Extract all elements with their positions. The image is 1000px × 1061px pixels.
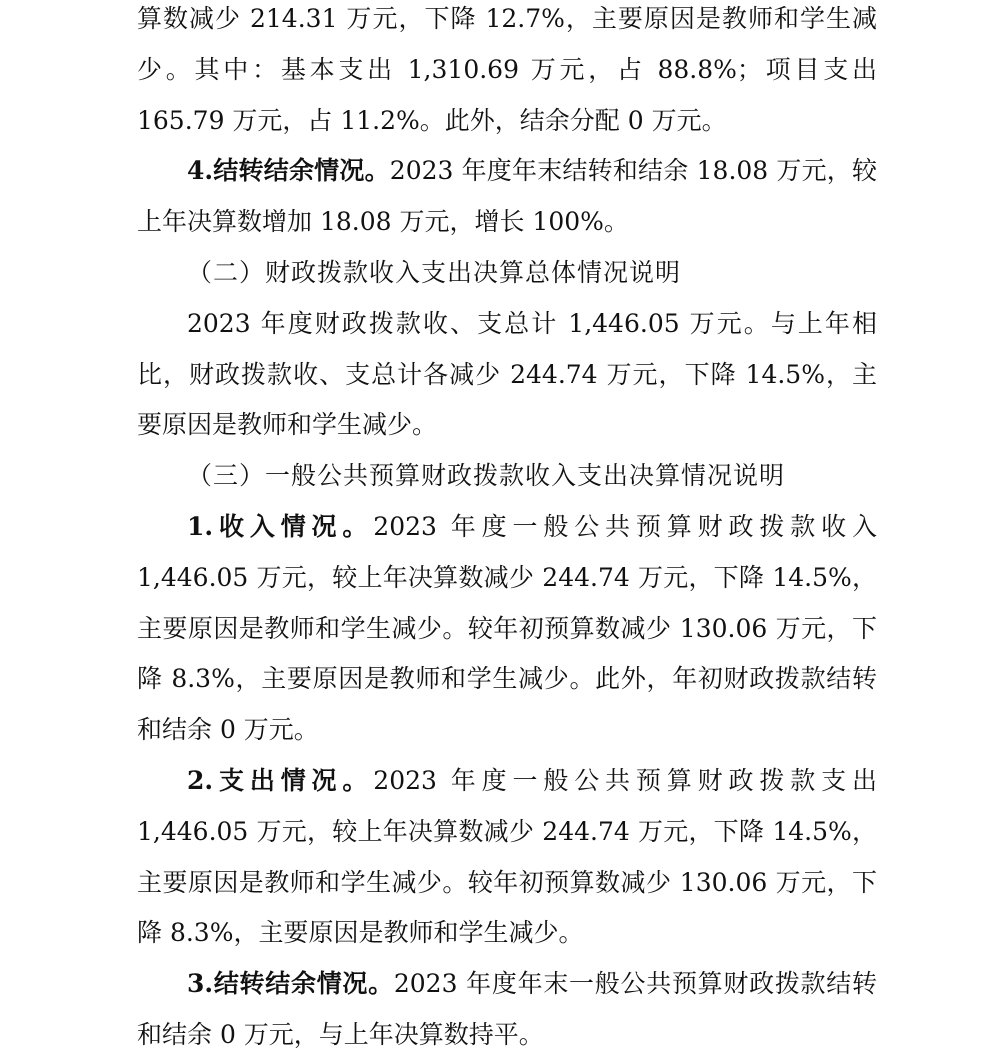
paragraph-text: 2023 年度年末结转和结余 18.08 万元，较上年决算数增加 18.08 万元，增长 100%。 bbox=[137, 156, 877, 237]
paragraph-lead: 4.结转结余情况。 bbox=[187, 156, 390, 186]
paragraph-income bbox=[137, 502, 877, 756]
paragraph-text: 2023 年度财政拨款收、支总计 1,446.05 万元。与上年相比，财政拨款收、支总计各减少 244.74 万元，下降 14.5%，主要原因是教师和学生减少。 bbox=[137, 308, 877, 440]
heading-text: （三）一般公共预算财政拨款收入支出决算情况说明 bbox=[187, 461, 786, 491]
paragraph-text: 2023 年度一般公共预算财政拨款支出 1,446.05 万元，较上年决算数减少 244.74 万元，下降 14.5%，主要原因是教师和学生减少。较年初预算数减少 130.06 万元，下降 8.3%，主要原因是教师和学生减少。 bbox=[137, 765, 877, 948]
paragraph-text: 2023 年度年末一般公共预算财政拨款结转和结余 0 万元，与上年决算数持平。 bbox=[137, 969, 877, 1049]
paragraph-fiscal-overview bbox=[137, 299, 877, 451]
paragraph-text: 算数减少 214.31 万元，下降 12.7%，主要原因是教师和学生减少。其中：基本支出 1,310.69 万元，占 88.8%；项目支出 165.79 万元，占 11.2%。此外，结余分配 0 万元。 bbox=[137, 4, 877, 135]
section-heading-fiscal-overview bbox=[137, 248, 877, 299]
paragraph-continuation bbox=[137, 0, 877, 146]
paragraph-lead: 3.结转结余情况。 bbox=[187, 969, 394, 999]
section-heading-general-budget bbox=[137, 451, 877, 502]
paragraph-lead: 1.收入情况。 bbox=[187, 511, 374, 541]
paragraph-text: 2023 年度一般公共预算财政拨款收入 1,446.05 万元，较上年决算数减少 244.74 万元，下降 14.5%，主要原因是教师和学生减少。较年初预算数减少 130.06 万元，下降 8.3%，主要原因是教师和学生减少。此外，年初财政拨款结转和结余 0 万元。 bbox=[137, 511, 877, 745]
paragraph-expenditure bbox=[137, 756, 877, 959]
document-page bbox=[137, 0, 877, 1061]
heading-text: （二）财政拨款收入支出决算总体情况说明 bbox=[187, 257, 682, 287]
paragraph-carryover-balance bbox=[137, 146, 877, 248]
paragraph-carryover-general bbox=[137, 959, 877, 1061]
paragraph-lead: 2.支出情况。 bbox=[187, 765, 374, 795]
